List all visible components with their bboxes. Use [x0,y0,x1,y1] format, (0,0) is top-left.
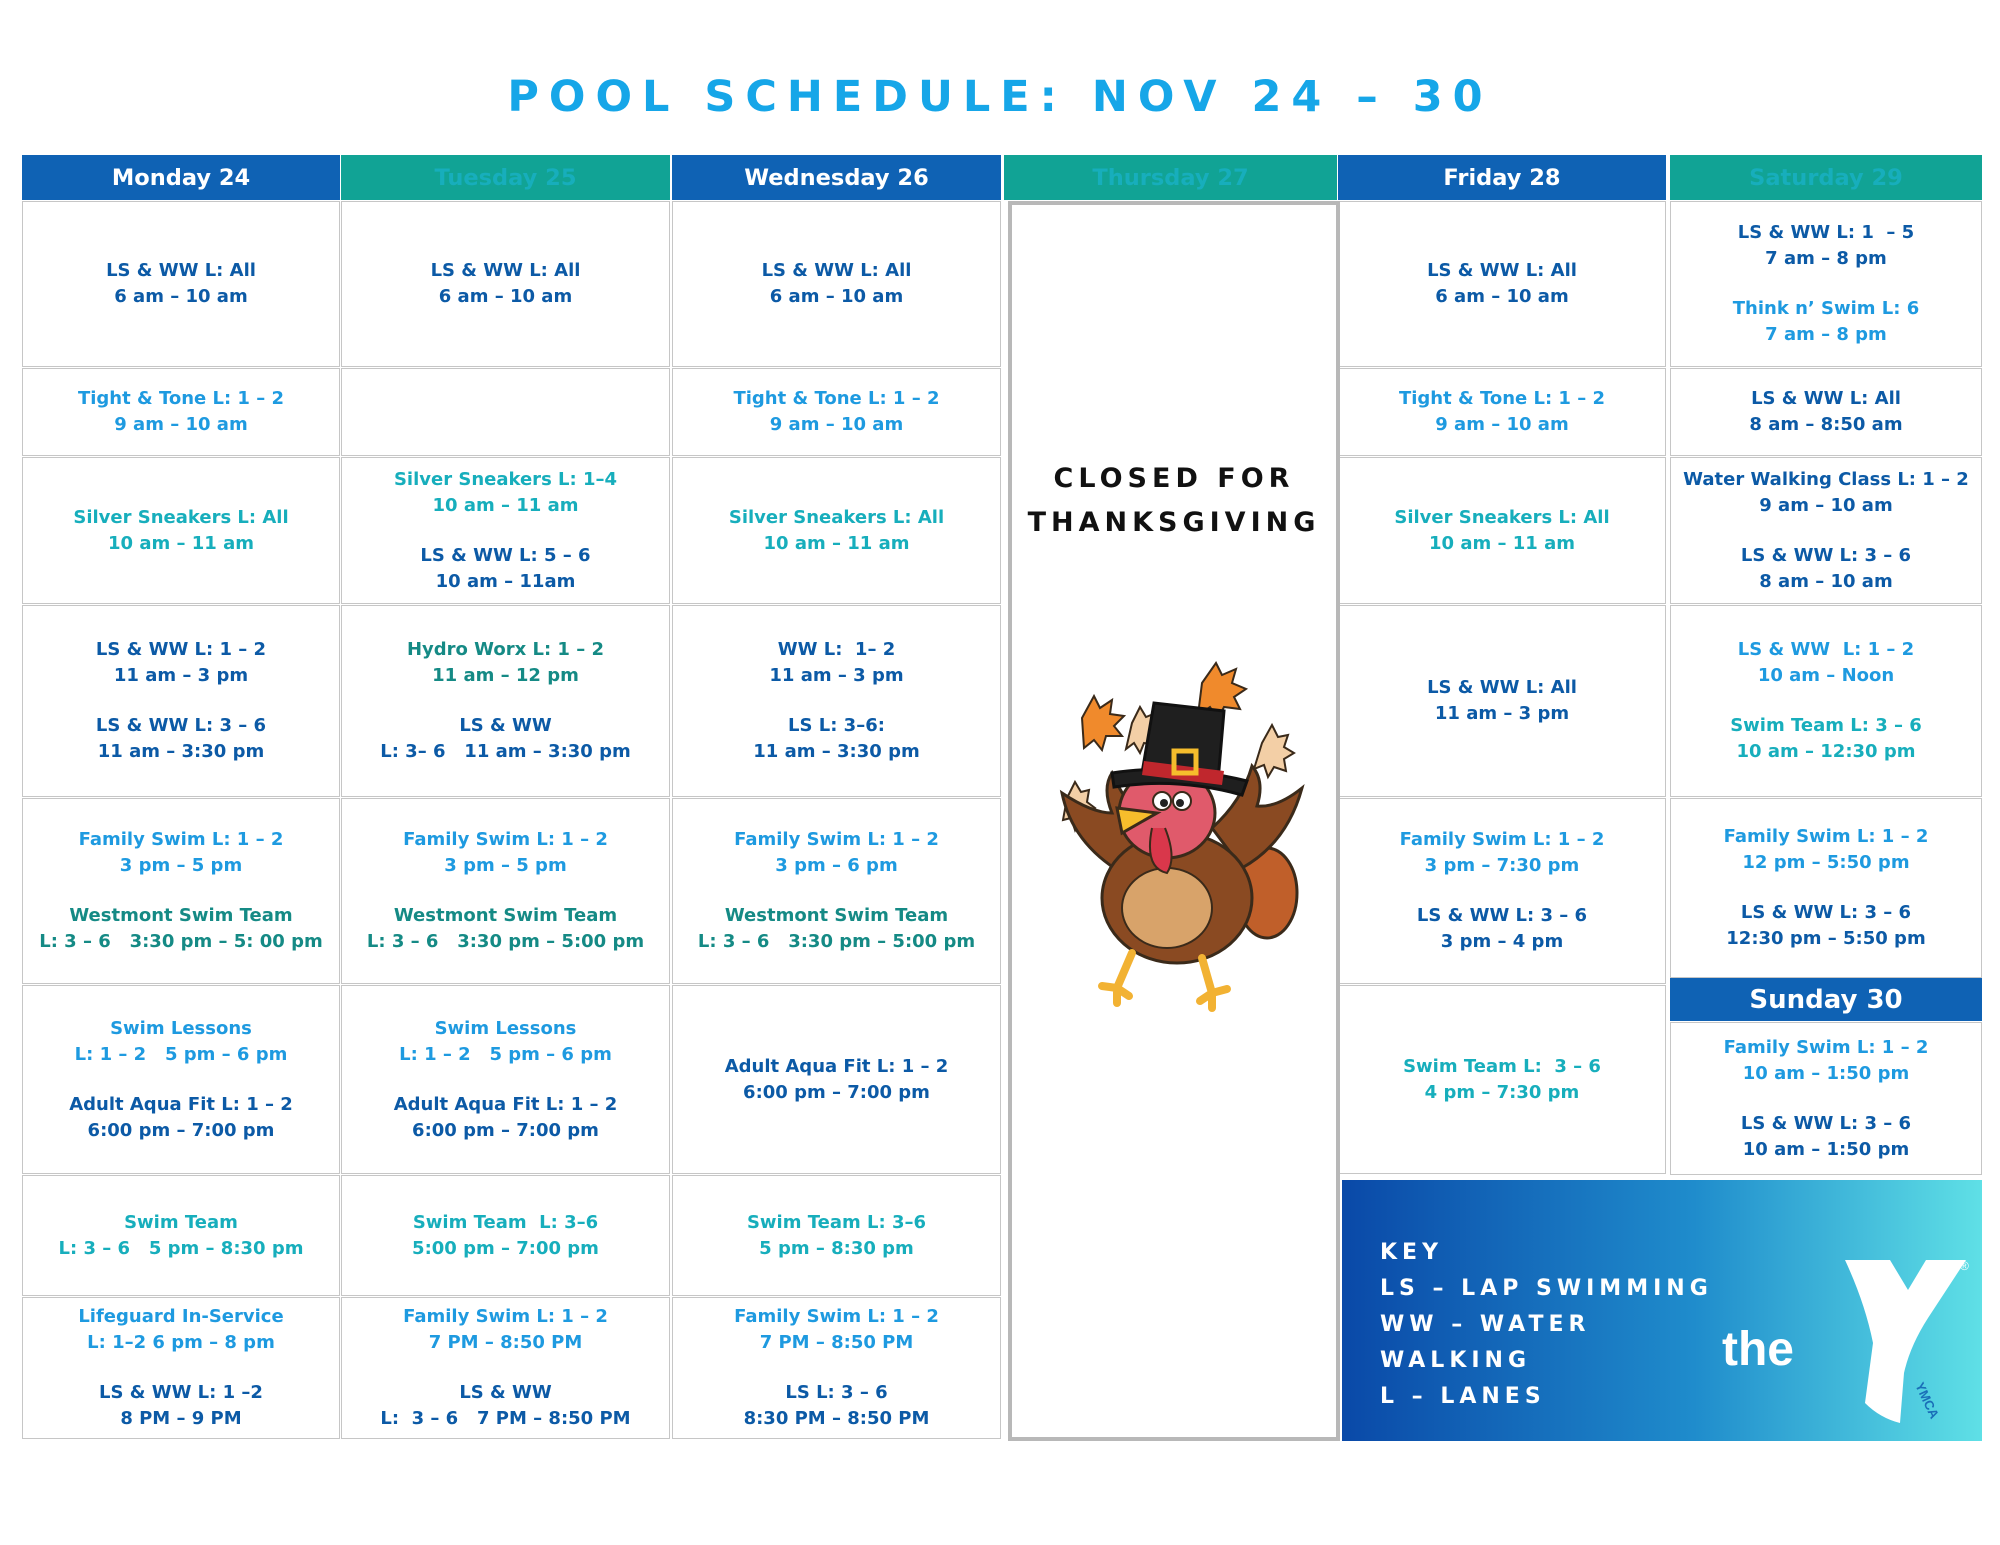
schedule-line: 10 am – 1:50 pm [1742,1138,1910,1160]
schedule-line: Westmont Swim Team [724,905,949,926]
schedule-line: 6:00 pm – 7:00 pm [412,1119,599,1141]
schedule-cell-wed [672,457,1001,604]
schedule-cell-sat [1670,605,1982,797]
schedule-line: 3 pm – 5 pm [444,855,567,876]
schedule-line: LS & WW L: 1 –2 [99,1382,263,1403]
closed-line-2: THANKSGIVING [1027,507,1321,538]
schedule-line: 11 am – 3 pm [113,665,249,686]
schedule-line: 10 am – 11am [435,570,576,592]
schedule-cell-wed [672,985,1001,1174]
day-header: Friday 28 [1338,155,1666,200]
schedule-line: L: 3 – 6 3:30 pm – 5:00 pm [697,931,976,952]
schedule-cell-wed [672,368,1001,456]
schedule-line: 11 am – 3:30 pm [753,741,920,762]
schedule-line: Westmont Swim Team [393,905,618,926]
schedule-line: LS & WW L: 1 – 2 [1737,639,1915,660]
schedule-cell-tue [341,798,670,984]
schedule-line: Adult Aqua Fit L: 1 – 2 [724,1055,949,1077]
schedule-line: Swim Team [124,1211,238,1233]
day-header: Thursday 27 [1004,155,1337,200]
schedule-line: 9 am – 10 am [1435,414,1569,435]
schedule-cell-mon [22,368,340,456]
schedule-cell-tue [341,605,670,797]
schedule-line: 8 am – 8:50 am [1749,414,1903,435]
schedule-line: L: 3– 6 11 am – 3:30 pm [380,741,631,762]
schedule-line: 5:00 pm – 7:00 pm [412,1237,599,1259]
schedule-line: L: 3 – 6 5 pm – 8:30 pm [58,1237,304,1259]
page-title: POOL SCHEDULE: NOV 24 – 30 [507,72,1493,122]
schedule-cell-mon [22,798,340,984]
schedule-line: 4 pm – 7:30 pm [1424,1081,1580,1103]
key-legend [1342,1180,1982,1441]
schedule-line: 8:30 PM – 8:50 PM [743,1408,930,1429]
schedule-line: L: 1–2 6 pm – 8 pm [87,1332,275,1353]
schedule-line: LS & WW L: 3 – 6 [1416,905,1588,926]
closed-notice [1012,457,1336,545]
schedule-cell-fri [1338,368,1666,456]
schedule-line: 6 am – 10 am [1435,286,1569,307]
schedule-line: Family Swim L: 1 – 2 [78,829,284,850]
schedule-line: Family Swim L: 1 – 2 [734,829,939,850]
schedule-line: 6:00 pm – 7:00 pm [87,1119,275,1141]
schedule-cell-tue [341,1175,670,1296]
schedule-line: Swim Team L: 3 – 6 [1403,1055,1601,1077]
schedule-line: Family Swim L: 1 – 2 [403,829,608,850]
schedule-cell-tue [341,985,670,1174]
schedule-line: Swim Team L: 3 – 6 [1730,715,1922,736]
schedule-line: Swim Lessons [434,1017,577,1039]
schedule-line: Adult Aqua Fit L: 1 – 2 [393,1093,618,1115]
schedule-line: Family Swim L: 1 – 2 [403,1306,608,1327]
schedule-line: 7 PM – 8:50 PM [759,1332,914,1353]
key-title: KEY [1380,1240,1444,1265]
schedule-line: LS & WW [459,1382,552,1403]
day-header: Monday 24 [22,155,340,200]
schedule-line: Adult Aqua Fit L: 1 – 2 [69,1093,293,1115]
schedule-cell-wed [672,1175,1001,1296]
schedule-line: LS & WW [459,715,552,736]
schedule-line: 12:30 pm – 5:50 pm [1726,928,1926,949]
schedule-line: 10 am – 11 am [1429,532,1575,554]
schedule-line: Lifeguard In-Service [78,1306,284,1327]
schedule-line: LS L: 3 – 6 [785,1382,888,1403]
schedule-cell-mon [22,1175,340,1296]
schedule-line: LS & WW L: All [106,260,256,281]
schedule-cell-mon [22,457,340,604]
key-line: L – LANES [1380,1384,1546,1409]
registered-mark: ® [1960,1259,1969,1273]
schedule-line: 11 am – 3 pm [769,665,904,686]
schedule-line: Family Swim L: 1 – 2 [734,1306,939,1327]
schedule-cell-tue [341,1297,670,1439]
schedule-cell-fri [1338,798,1666,984]
schedule-cell-tue [341,368,670,456]
schedule-line: Tight & Tone L: 1 – 2 [77,388,285,409]
day-header: Saturday 29 [1670,155,1982,200]
schedule-line: Silver Sneakers L: 1–4 [393,468,618,490]
schedule-line: 6 am – 10 am [769,286,904,307]
schedule-line: 8 am – 10 am [1759,570,1893,592]
schedule-cell-sat [1670,457,1982,604]
schedule-line: 11 am – 12 pm [432,665,579,686]
schedule-line: 10 am – 1:50 pm [1742,1062,1910,1084]
schedule-line: LS & WW L: 1 – 5 [1737,222,1915,243]
schedule-line: Family Swim L: 1 – 2 [1723,826,1929,847]
schedule-line: L: 3 – 6 3:30 pm – 5:00 pm [366,931,645,952]
schedule-line: LS & WW L: 3 – 6 [1740,1112,1912,1134]
ymca-logo [1717,1250,1967,1425]
schedule-line: Swim Lessons [110,1017,252,1039]
schedule-line: 5 pm – 8:30 pm [759,1237,914,1259]
schedule-line: LS & WW L: 3 – 6 [1740,902,1912,923]
logo-vertical: YMCA [1912,1379,1943,1421]
schedule-cell-sun [1670,1022,1982,1175]
schedule-line: 9 am – 10 am [769,414,904,435]
schedule-line: 6 am – 10 am [114,286,248,307]
schedule-cell-sat [1670,798,1982,978]
day-header: Wednesday 26 [672,155,1001,200]
schedule-cell-wed [672,201,1001,367]
schedule-line: L: 3 – 6 7 PM – 8:50 PM [380,1408,631,1429]
schedule-line: WW L: 1– 2 [777,639,896,660]
schedule-cell-mon [22,985,340,1174]
schedule-line: 7 PM – 8:50 PM [428,1332,583,1353]
schedule-line: L: 1 – 2 5 pm – 6 pm [74,1043,288,1065]
schedule-line: 9 am – 10 am [114,414,248,435]
schedule-line: LS & WW L: All [1751,388,1901,409]
schedule-line: 11 am – 3 pm [1434,703,1570,724]
schedule-line: Family Swim L: 1 – 2 [1723,1036,1929,1058]
schedule-line: Swim Team L: 3–6 [746,1211,927,1233]
turkey-illustration [1052,623,1312,1013]
schedule-line: 7 am – 8 pm [1765,248,1887,269]
schedule-line: 9 am – 10 am [1759,494,1893,516]
day-header: Tuesday 25 [341,155,670,200]
schedule-cell-tue [341,201,670,367]
schedule-line: 3 pm – 6 pm [775,855,898,876]
schedule-cell-mon [22,201,340,367]
schedule-line: Swim Team L: 3–6 [412,1211,599,1233]
schedule-line: Silver Sneakers L: All [728,506,945,528]
schedule-line: LS & WW L: All [1427,260,1577,281]
schedule-line: Think n’ Swim L: 6 [1732,298,1920,319]
schedule-cell-wed [672,798,1001,984]
schedule-line: LS & WW L: All [430,260,581,281]
key-line: WW – WATER [1380,1312,1591,1337]
schedule-cell-fri [1338,985,1666,1174]
schedule-line: 10 am – 12:30 pm [1736,741,1916,762]
schedule-cell-tue [341,457,670,604]
schedule-line: LS & WW L: 1 – 2 [95,639,267,660]
schedule-cell-wed [672,605,1001,797]
schedule-line: 6:00 pm – 7:00 pm [743,1081,930,1103]
schedule-cell-fri [1338,457,1666,604]
closed-line-1: CLOSED FOR [1053,463,1295,494]
schedule-line: 3 pm – 7:30 pm [1424,855,1580,876]
schedule-line: Family Swim L: 1 – 2 [1399,829,1605,850]
schedule-line: L: 1 – 2 5 pm – 6 pm [399,1043,612,1065]
schedule-line: 10 am – 11 am [432,494,579,516]
schedule-line: Water Walking Class L: 1 – 2 [1683,468,1969,490]
schedule-line: Westmont Swim Team [69,905,293,926]
key-line: LS – LAP SWIMMING [1380,1276,1713,1301]
key-line: WALKING [1380,1348,1532,1373]
schedule-cell-sat [1670,201,1982,367]
schedule-line: L: 3 – 6 3:30 pm – 5: 00 pm [39,931,323,952]
schedule-line: 10 am – 11 am [108,532,254,554]
schedule-line: 12 pm – 5:50 pm [1742,852,1910,873]
schedule-line: Silver Sneakers L: All [73,506,289,528]
schedule-line: LS & WW L: 3 – 6 [1740,544,1912,566]
schedule-line: LS L: 3–6: [788,715,885,736]
schedule-line: 8 PM – 9 PM [120,1408,242,1429]
schedule-line: Tight & Tone L: 1 – 2 [1398,388,1606,409]
schedule-line: LS & WW L: All [761,260,912,281]
schedule-cell-wed [672,1297,1001,1439]
schedule-cell-fri [1338,201,1666,367]
schedule-line: Tight & Tone L: 1 – 2 [733,388,940,409]
schedule-line: 7 am – 8 pm [1765,324,1887,345]
thursday-closed-panel [1008,201,1340,1441]
schedule-cell-mon [22,1297,340,1439]
schedule-line: 6 am – 10 am [438,286,573,307]
schedule-line: LS & WW L: 5 – 6 [420,544,591,566]
logo-word: the [1722,1323,1794,1376]
schedule-line: Hydro Worx L: 1 – 2 [406,639,605,660]
schedule-line: 3 pm – 4 pm [1440,931,1564,952]
schedule-cell-sat [1670,368,1982,456]
schedule-line: LS & WW L: All [1427,677,1577,698]
schedule-line: 10 am – 11 am [763,532,910,554]
schedule-line: LS & WW L: 3 – 6 [95,715,267,736]
schedule-line: 10 am – Noon [1757,665,1895,686]
schedule-line: 3 pm – 5 pm [119,855,243,876]
sunday-header: Sunday 30 [1670,978,1982,1021]
schedule-line: Silver Sneakers L: All [1394,506,1610,528]
schedule-line: 11 am – 3:30 pm [97,741,265,762]
schedule-cell-mon [22,605,340,797]
schedule-cell-fri [1338,605,1666,797]
